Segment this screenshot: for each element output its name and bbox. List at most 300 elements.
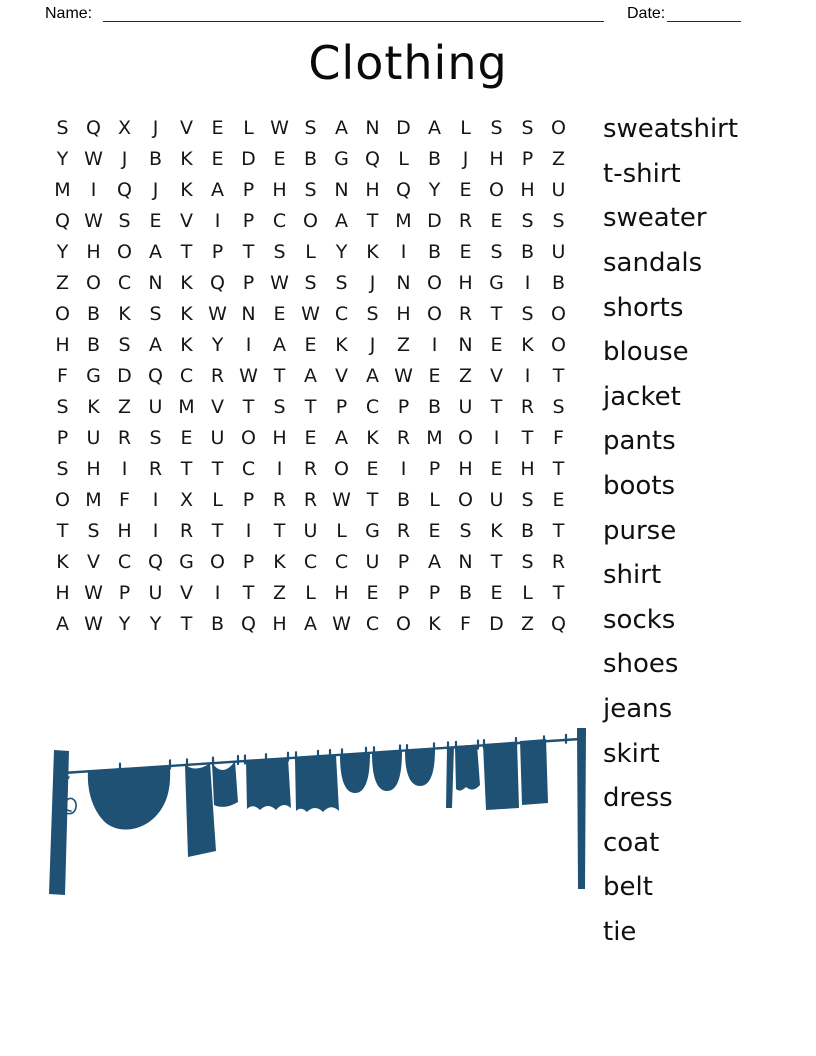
grid-letter: K — [180, 178, 193, 201]
grid-letter: M — [85, 488, 102, 511]
grid-letter: S — [521, 488, 534, 511]
grid-letter: S — [273, 240, 286, 263]
grid-letter: P — [428, 457, 441, 480]
grid-letter: N — [241, 302, 256, 325]
grid-letter: P — [242, 488, 255, 511]
grid-letter: T — [242, 581, 255, 604]
grid-letter: X — [179, 488, 194, 511]
grid-letter: Q — [551, 612, 566, 635]
grid-letter: S — [118, 209, 131, 232]
grid-letter: T — [366, 209, 379, 232]
grid-letter: Z — [117, 395, 132, 418]
grid-letter: L — [522, 581, 533, 604]
grid-letter: R — [303, 488, 318, 511]
grid-letter: L — [243, 116, 254, 139]
grid-letter: H — [365, 178, 380, 201]
towel-silhouette-3 — [405, 749, 435, 786]
grid-letter: E — [490, 581, 503, 604]
word-list-item: belt — [603, 872, 653, 903]
grid-letter: H — [86, 457, 101, 480]
grid-letter: S — [552, 395, 565, 418]
grid-letter: Z — [520, 612, 535, 635]
camisole-silhouette — [212, 761, 238, 807]
grid-letter: M — [178, 395, 195, 418]
grid-letter: O — [551, 333, 566, 356]
grid-letter: I — [214, 581, 221, 604]
grid-letter: S — [87, 519, 100, 542]
grid-letter: A — [428, 116, 441, 139]
grid-letter: C — [365, 395, 380, 418]
word-list-item: sandals — [603, 248, 703, 279]
grid-letter: O — [241, 426, 256, 449]
grid-letter: S — [118, 333, 131, 356]
grid-letter: O — [334, 457, 349, 480]
grid-letter: C — [241, 457, 256, 480]
grid-letter: Q — [210, 271, 225, 294]
word-list-item: blouse — [603, 337, 689, 368]
grid-letter: K — [180, 271, 193, 294]
grid-letter: K — [521, 333, 534, 356]
grid-letter: M — [54, 178, 71, 201]
grid-letter: H — [520, 178, 535, 201]
grid-letter: D — [396, 116, 411, 139]
grid-letter: E — [273, 302, 286, 325]
grid-letter: D — [117, 364, 132, 387]
grid-letter: S — [56, 116, 69, 139]
grid-letter: L — [305, 240, 316, 263]
pants-silhouette — [446, 747, 454, 809]
grid-letter: J — [152, 178, 159, 201]
word-search-grid — [47, 112, 574, 639]
grid-letter: A — [366, 364, 379, 387]
grid-letter: O — [86, 271, 101, 294]
grid-letter: D — [489, 612, 504, 635]
grid-letter: W — [84, 147, 103, 170]
word-list-item: jacket — [603, 381, 681, 412]
grid-letter: W — [208, 302, 227, 325]
grid-letter: C — [117, 550, 132, 573]
grid-letter: I — [245, 519, 252, 542]
grid-letter: P — [335, 395, 348, 418]
grid-letter: E — [180, 426, 193, 449]
word-list-item: tie — [603, 916, 637, 947]
grid-letter: T — [490, 395, 503, 418]
grid-letter: H — [334, 581, 349, 604]
grid-letter: T — [273, 519, 286, 542]
grid-letter: G — [179, 550, 194, 573]
grid-letter: I — [214, 209, 221, 232]
grid-letter: U — [551, 240, 566, 263]
grid-letter: T — [180, 240, 193, 263]
grid-letter: O — [210, 550, 225, 573]
grid-letter: K — [366, 426, 379, 449]
grid-letter: S — [490, 116, 503, 139]
grid-letter: Z — [396, 333, 411, 356]
grid-letter: S — [273, 395, 286, 418]
grid-letter: P — [211, 240, 224, 263]
grid-letter: O — [55, 302, 70, 325]
grid-letter: R — [396, 426, 411, 449]
grid-letter: O — [551, 116, 566, 139]
grid-letter: B — [520, 240, 535, 263]
grid-letter: V — [180, 581, 193, 604]
grid-letter: N — [365, 116, 380, 139]
grid-letter: G — [365, 519, 380, 542]
grid-letter: S — [56, 457, 69, 480]
word-list-item: sweater — [603, 203, 707, 234]
grid-letter: P — [397, 550, 410, 573]
grid-letter: E — [428, 519, 441, 542]
grid-letter: B — [458, 581, 473, 604]
grid-letter: O — [458, 488, 473, 511]
grid-letter: K — [428, 612, 441, 635]
grid-letter: E — [304, 333, 317, 356]
grid-letter: N — [148, 271, 163, 294]
grid-letter: Y — [149, 612, 162, 635]
grid-letter: P — [428, 581, 441, 604]
grid-letter: K — [335, 333, 348, 356]
word-list-item: t-shirt — [603, 158, 681, 189]
grid-letter: B — [86, 302, 101, 325]
grid-letter: I — [245, 333, 252, 356]
grid-letter: F — [119, 488, 130, 511]
grid-letter: Q — [117, 178, 132, 201]
grid-letter: O — [55, 488, 70, 511]
word-list-item: shoes — [603, 649, 679, 680]
grid-letter: J — [152, 116, 159, 139]
grid-letter: S — [459, 519, 472, 542]
date-blank-line — [667, 21, 741, 22]
grid-letter: A — [304, 364, 317, 387]
grid-letter: U — [489, 488, 504, 511]
grid-letter: E — [366, 581, 379, 604]
grid-letter: T — [242, 395, 255, 418]
grid-letter: I — [400, 457, 407, 480]
grid-letter: S — [521, 302, 534, 325]
grid-letter: K — [273, 550, 286, 573]
grid-letter: J — [369, 333, 376, 356]
grid-letter: H — [272, 178, 287, 201]
grid-letter: Z — [458, 364, 473, 387]
grid-letter: C — [303, 550, 318, 573]
grid-letter: I — [90, 178, 97, 201]
grid-letter: N — [396, 271, 411, 294]
grid-letter: Y — [56, 240, 69, 263]
word-list-item: shorts — [603, 292, 684, 323]
grid-letter: R — [520, 395, 535, 418]
grid-letter: E — [211, 116, 224, 139]
grid-letter: Q — [55, 209, 70, 232]
grid-letter: Z — [55, 271, 70, 294]
grid-letter: I — [493, 426, 500, 449]
grid-letter: C — [179, 364, 194, 387]
grid-letter: L — [460, 116, 471, 139]
grid-letter: O — [396, 612, 411, 635]
grid-letter: C — [334, 550, 349, 573]
grid-letter: O — [489, 178, 504, 201]
grid-letter: O — [458, 426, 473, 449]
grid-letter: O — [303, 209, 318, 232]
grid-letter: I — [152, 519, 159, 542]
grid-letter: N — [458, 333, 473, 356]
grid-letter: K — [366, 240, 379, 263]
grid-letter: F — [553, 426, 564, 449]
grid-letter: W — [270, 271, 289, 294]
word-list-item: purse — [603, 515, 677, 546]
grid-letter: M — [426, 426, 443, 449]
grid-letter: P — [242, 271, 255, 294]
grid-letter: W — [270, 116, 289, 139]
tank-top-silhouette — [185, 763, 216, 857]
grid-letter: T — [552, 457, 565, 480]
grid-letter: A — [149, 240, 162, 263]
grid-letter: H — [272, 612, 287, 635]
grid-letter: W — [239, 364, 258, 387]
word-list-item: socks — [603, 604, 676, 635]
grid-letter: H — [458, 271, 473, 294]
grid-letter: E — [149, 209, 162, 232]
grid-letter: N — [458, 550, 473, 573]
grid-letter: L — [429, 488, 440, 511]
grid-letter: W — [84, 209, 103, 232]
date-label: Date: — [627, 5, 666, 22]
grid-letter: Q — [365, 147, 380, 170]
grid-letter: P — [242, 550, 255, 573]
grid-letter: Y — [118, 612, 131, 635]
grid-letter: T — [180, 457, 193, 480]
grid-letter: R — [458, 302, 473, 325]
grid-letter: H — [86, 240, 101, 263]
grid-letter: H — [55, 333, 70, 356]
grid-letter: K — [490, 519, 503, 542]
word-list-item: dress — [603, 783, 673, 814]
grid-letter: K — [180, 333, 193, 356]
grid-letter: T — [211, 519, 224, 542]
grid-letter: U — [148, 395, 163, 418]
grid-letter: Q — [148, 550, 163, 573]
grid-letter: T — [242, 240, 255, 263]
grid-letter: J — [462, 147, 469, 170]
grid-letter: T — [304, 395, 317, 418]
grid-letter: K — [56, 550, 69, 573]
grid-letter: S — [521, 116, 534, 139]
grid-letter: U — [458, 395, 473, 418]
grid-letter: E — [211, 147, 224, 170]
grid-letter: I — [276, 457, 283, 480]
grid-letter: S — [490, 240, 503, 263]
grid-letter: A — [428, 550, 441, 573]
grid-letter: T — [366, 488, 379, 511]
grid-letter: A — [304, 612, 317, 635]
grid-letter: T — [490, 550, 503, 573]
grid-letter: R — [551, 550, 566, 573]
grid-letter: I — [152, 488, 159, 511]
grid-letter: Y — [211, 333, 224, 356]
grid-letter: X — [117, 116, 132, 139]
grid-letter: R — [272, 488, 287, 511]
page-title: Clothing — [308, 36, 508, 90]
grid-letter: H — [396, 302, 411, 325]
grid-letter: T — [211, 457, 224, 480]
grid-letter: U — [148, 581, 163, 604]
grid-letter: P — [118, 581, 131, 604]
grid-letter: R — [458, 209, 473, 232]
grid-letter: L — [336, 519, 347, 542]
towel-silhouette-1 — [340, 753, 370, 793]
grid-letter: E — [459, 178, 472, 201]
grid-letter: V — [180, 116, 193, 139]
word-list-item: pants — [603, 426, 676, 457]
grid-letter: U — [210, 426, 225, 449]
right-post — [577, 728, 586, 889]
grid-letter: R — [117, 426, 132, 449]
grid-letter: G — [86, 364, 101, 387]
grid-letter: E — [428, 364, 441, 387]
grid-letter: R — [179, 519, 194, 542]
grid-letter: A — [273, 333, 286, 356]
grid-letter: D — [427, 209, 442, 232]
grid-letter: R — [303, 457, 318, 480]
grid-letter: E — [490, 209, 503, 232]
sheet-silhouette — [88, 766, 170, 830]
grid-letter: Q — [148, 364, 163, 387]
grid-letter: A — [335, 209, 348, 232]
name-label: Name: — [45, 5, 93, 22]
word-list-item: sweatshirt — [603, 114, 739, 145]
grid-letter: K — [87, 395, 100, 418]
grid-letter: C — [365, 612, 380, 635]
grid-letter: E — [304, 426, 317, 449]
grid-letter: M — [395, 209, 412, 232]
clothesline-illustration — [30, 705, 590, 905]
grid-letter: E — [490, 457, 503, 480]
grid-letter: G — [334, 147, 349, 170]
grid-letter: W — [332, 488, 351, 511]
grid-letter: H — [489, 147, 504, 170]
grid-letter: R — [148, 457, 163, 480]
grid-letter: S — [56, 395, 69, 418]
grid-letter: W — [84, 612, 103, 635]
towel-silhouette-2 — [372, 751, 402, 791]
grid-letter: C — [272, 209, 287, 232]
grid-letter: G — [489, 271, 504, 294]
grid-letter: H — [55, 581, 70, 604]
grid-letter: I — [121, 457, 128, 480]
grid-letter: L — [305, 581, 316, 604]
grid-letter: W — [84, 581, 103, 604]
grid-letter: L — [212, 488, 223, 511]
grid-letter: J — [121, 147, 128, 170]
grid-letter: A — [335, 426, 348, 449]
grid-letter: P — [56, 426, 69, 449]
word-list-item: jeans — [603, 694, 673, 725]
grid-letter: I — [400, 240, 407, 263]
grid-letter: Z — [551, 147, 566, 170]
grid-letter: B — [148, 147, 163, 170]
grid-letter: K — [118, 302, 131, 325]
grid-letter: B — [396, 488, 411, 511]
grid-letter: S — [366, 302, 379, 325]
grid-letter: S — [335, 271, 348, 294]
grid-letter: I — [524, 271, 531, 294]
grid-letter: V — [180, 209, 193, 232]
grid-letter: C — [334, 302, 349, 325]
grid-letter: N — [334, 178, 349, 201]
grid-letter: A — [149, 333, 162, 356]
grid-letter: B — [427, 147, 442, 170]
grid-letter: O — [427, 302, 442, 325]
grid-letter: K — [180, 302, 193, 325]
grid-letter: Q — [396, 178, 411, 201]
grid-letter: P — [397, 395, 410, 418]
grid-letter: W — [301, 302, 320, 325]
grid-letter: B — [520, 519, 535, 542]
grid-letter: T — [56, 519, 69, 542]
grid-letter: E — [459, 240, 472, 263]
shirt-silhouette — [455, 745, 480, 791]
grid-letter: P — [242, 209, 255, 232]
grid-letter: W — [394, 364, 413, 387]
grid-letter: S — [552, 209, 565, 232]
grid-letter: Y — [335, 240, 348, 263]
grid-letter: E — [366, 457, 379, 480]
grid-letter: Y — [56, 147, 69, 170]
grid-letter: O — [551, 302, 566, 325]
grid-letter: T — [552, 581, 565, 604]
grid-letter: B — [303, 147, 318, 170]
grid-letter: V — [211, 395, 224, 418]
grid-letter: E — [552, 488, 565, 511]
grid-letter: H — [272, 426, 287, 449]
grid-letter: U — [551, 178, 566, 201]
grid-letter: A — [211, 178, 224, 201]
grid-letter: D — [241, 147, 256, 170]
grid-letter: A — [56, 612, 69, 635]
grid-letter: C — [117, 271, 132, 294]
towel-silhouette-5 — [520, 739, 548, 805]
grid-letter: B — [551, 271, 566, 294]
grid-letter: T — [273, 364, 286, 387]
grid-letter: B — [210, 612, 225, 635]
grid-letter: E — [490, 333, 503, 356]
grid-letter: V — [335, 364, 348, 387]
grid-letter: E — [273, 147, 286, 170]
grid-letter: R — [396, 519, 411, 542]
word-list-item: skirt — [603, 738, 660, 769]
grid-letter: Q — [241, 612, 256, 635]
grid-letter: L — [398, 147, 409, 170]
grid-letter: S — [304, 178, 317, 201]
grid-letter: O — [427, 271, 442, 294]
shorts-silhouette-2 — [295, 755, 339, 812]
grid-letter: K — [180, 147, 193, 170]
grid-letter: H — [520, 457, 535, 480]
grid-letter: R — [210, 364, 225, 387]
grid-letter: S — [304, 116, 317, 139]
grid-letter: F — [460, 612, 471, 635]
grid-letter: I — [524, 364, 531, 387]
grid-letter: F — [57, 364, 68, 387]
grid-letter: B — [427, 240, 442, 263]
grid-letter: B — [427, 395, 442, 418]
grid-letter: J — [369, 271, 376, 294]
word-list-item: shirt — [603, 560, 662, 591]
grid-letter: U — [86, 426, 101, 449]
grid-letter: T — [180, 612, 193, 635]
name-blank-line — [103, 21, 604, 22]
grid-letter: S — [521, 550, 534, 573]
word-list-item: boots — [603, 471, 676, 502]
